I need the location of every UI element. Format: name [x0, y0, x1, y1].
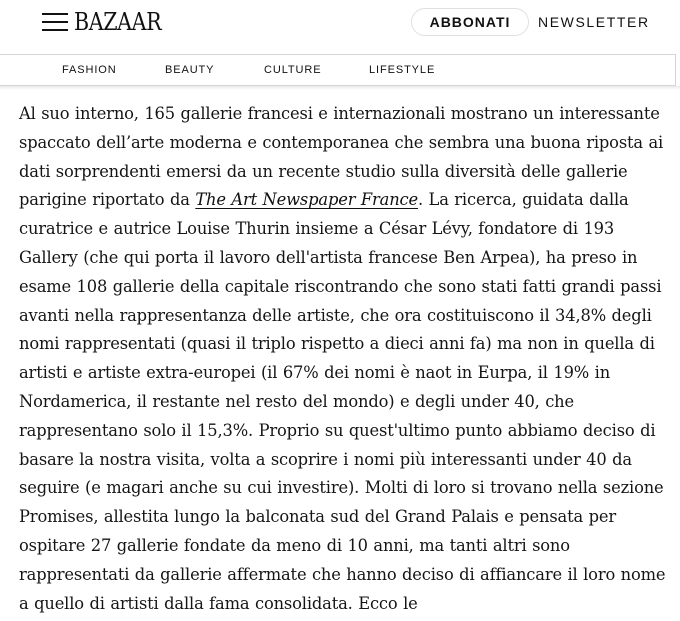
menu-bar-line	[42, 29, 68, 31]
menu-bar-line	[42, 13, 68, 15]
nav-item-lifestyle[interactable]: LIFESTYLE	[369, 64, 436, 76]
nav-item-culture[interactable]: CULTURE	[264, 64, 322, 76]
section-nav	[0, 54, 676, 86]
article-body	[19, 100, 669, 618]
paragraph-text-end: . La ricerca, guidata dalla curatrice e autrice Louise Thurin insieme a César Lévy, fondatore di 193 Gallery (che qui porta il lavoro dell'artista francese Ben Arpea), ha preso in esame 108 gallerie della capitale riscontrando che sono stati fatti grandi passi avanti nella rappresentanza delle artiste, che ora costituiscono il 34,8% degli nomi rappresentati (quasi il triplo rispetto a dieci anni fa) ma non in quella di artisti e artiste extra-europei (il 67% dei nomi è naot in Eurpa, il 19% in Nordamerica, il restante nel resto del mondo) e degli under 40, che rappresentano solo il 15,3%. Proprio su quest'ultimo punto abbiamo deciso di basare la nostra visita, volta a scoprire i nomi più interessanti under 40 da seguire (e magari anche su cui investire). Molti di loro si trovano nella sezione Promises, allestita lungo la balconata sud del Grand Palais e pensata per ospitare 27 gallerie fondate da meno di 10 anni, ma tanti altri sono rappresentati da gallerie affermate che hanno deciso di affiancare il loro nome a quello di artisti dalla fama consolidata. Ecco le	[19, 190, 666, 613]
source-link[interactable]: The Art Newspaper France	[195, 190, 418, 210]
hamburger-menu-icon[interactable]	[42, 11, 68, 33]
nav-item-beauty[interactable]: BEAUTY	[165, 64, 215, 76]
nav-item-fashion[interactable]: FASHION	[62, 64, 117, 76]
menu-bar-line	[42, 21, 68, 23]
site-header	[0, 0, 680, 54]
site-logo[interactable]: BAZAAR	[74, 8, 162, 36]
article-paragraph	[19, 100, 669, 618]
newsletter-link[interactable]: NEWSLETTER	[538, 14, 650, 30]
subscribe-button[interactable]: ABBONATI	[411, 8, 529, 36]
paragraph-text-start: Al suo interno, 165 gallerie francesi e internazionali mostrano un interessante spaccato dell’arte moderna e contemporanea che sembra una buona riposta ai dati sorprendenti emersi da un recente studio sulla diversità delle gallerie parigine riportato da	[19, 104, 664, 210]
header-shadow	[0, 86, 680, 90]
